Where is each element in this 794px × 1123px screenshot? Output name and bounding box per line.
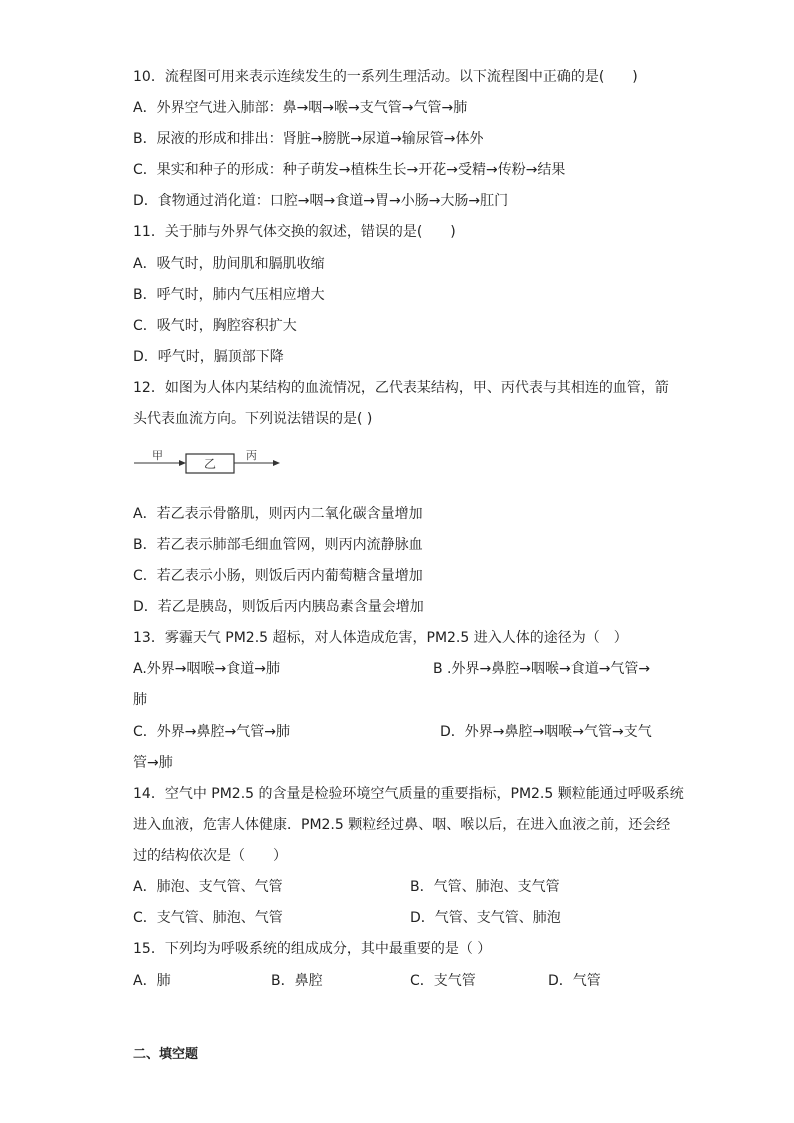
outflow-arrow-icon [273, 460, 280, 466]
section-title: 二、填空题 [133, 1047, 199, 1062]
q10-option-a: A．外界空气进入肺部：鼻→咽→喉→支气管→气管→肺 [133, 100, 468, 116]
q14-stem-line3: 过的结构依次是（ ） [133, 848, 287, 864]
label-bing: 丙 [246, 449, 257, 462]
q15-option-d: D．气管 [548, 973, 601, 989]
blood-flow-diagram [130, 446, 290, 480]
q10-option-d: D．食物通过消化道：口腔→咽→食道→胃→小肠→大肠→肛门 [133, 193, 509, 209]
label-jia: 甲 [152, 449, 163, 462]
q14-option-c: C．支气管、肺泡、气管 [133, 910, 283, 926]
q11-option-d: D．呼气时，膈顶部下降 [133, 349, 284, 365]
q11-option-b: B．呼气时，肺内气压相应增大 [133, 287, 325, 303]
q12-stem-line2: 头代表血流方向。下列说法错误的是( ) [133, 411, 373, 427]
q13-option-d-continued: 管→肺 [133, 755, 173, 771]
q14-stem-line1: 14．空气中 PM2.5 的含量是检验环境空气质量的重要指标，PM2.5 颗粒能通过呼吸系统 [133, 786, 684, 802]
q14-stem-line2: 进入血液，危害人体健康．PM2.5 颗粒经过鼻、咽、喉以后，在进入血液之前，还会经 [133, 817, 671, 833]
q11-stem: 11．关于肺与外界气体交换的叙述，错误的是( ) [133, 224, 456, 240]
q13-option-c: C．外界→鼻腔→气管→肺 [133, 724, 290, 740]
q14-option-a: A．肺泡、支气管、气管 [133, 879, 283, 895]
q15-option-c: C．支气管 [410, 973, 476, 989]
q12-option-a: A．若乙表示骨骼肌，则丙内二氧化碳含量增加 [133, 506, 423, 522]
q15-option-b: B．鼻腔 [271, 973, 323, 989]
q13-option-a: A.外界→咽喉→食道→肺 [133, 661, 280, 677]
q13-stem: 13．雾霾天气 PM2.5 超标，对人体造成危害，PM2.5 进入人体的途径为（ ） [133, 630, 628, 646]
q14-option-d: D．气管、支气管、肺泡 [410, 910, 561, 926]
q11-option-a: A．吸气时，肋间肌和膈肌收缩 [133, 256, 325, 272]
q12-stem-line1: 12．如图为人体内某结构的血流情况，乙代表某结构，甲、丙代表与其相连的血管，箭 [133, 380, 669, 396]
q10-option-c: C．果实和种子的形成：种子萌发→植株生长→开花→受精→传粉→结果 [133, 162, 566, 178]
q12-option-b: B．若乙表示肺部毛细血管网，则丙内流静脉血 [133, 537, 423, 553]
inflow-arrow-icon [179, 460, 186, 466]
q12-option-c: C．若乙表示小肠，则饭后丙内葡萄糖含量增加 [133, 568, 423, 584]
q13-option-b: B .外界→鼻腔→咽喉→食道→气管→ [433, 661, 651, 677]
q11-option-c: C．吸气时，胸腔容积扩大 [133, 318, 297, 334]
q15-option-a: A．肺 [133, 973, 171, 989]
q13-option-d: D．外界→鼻腔→咽喉→气管→支气 [440, 724, 652, 740]
label-yi: 乙 [204, 457, 217, 471]
q10-stem: 10．流程图可用来表示连续发生的一系列生理活动。以下流程图中正确的是( ) [133, 69, 638, 85]
q15-stem: 15．下列均为呼吸系统的组成成分，其中最重要的是（ ） [133, 941, 492, 957]
q12-option-d: D．若乙是胰岛，则饭后丙内胰岛素含量会增加 [133, 599, 424, 615]
q14-option-b: B．气管、肺泡、支气管 [410, 879, 560, 895]
q13-option-b-continued: 肺 [133, 692, 147, 708]
q10-option-b: B．尿液的形成和排出：肾脏→膀胱→尿道→输尿管→体外 [133, 131, 484, 147]
